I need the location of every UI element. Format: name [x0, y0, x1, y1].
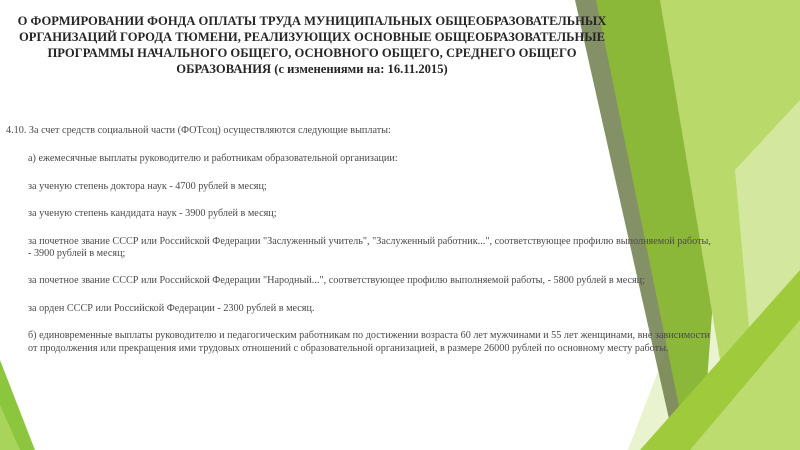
list-item: за орден СССР или Российской Федерации - 2300 рублей в месяц.	[28, 302, 315, 314]
list-item: за ученую степень доктора наук - 4700 рублей в месяц;	[28, 180, 267, 192]
list-item: за ученую степень кандидата наук - 3900 рублей в месяц;	[28, 208, 277, 220]
list-item: за почетное звание СССР или Российской Федерации "Заслуженный учитель", "Заслуженный работник...", соответствующее профилю выполняемой работы, - 3900 рублей в месяц;	[28, 235, 711, 260]
intro-paragraph: 4.10. За счет средств социальной части (ФОТсоц) осуществляются следующие выплаты:	[6, 125, 391, 136]
list-item: б) единовременные выплаты руководителю и педагогическим работникам по достижении возраста 60 лет мужчинами и 55 лет женщинами, вне зависимости от продолжения или прекращения ими трудовых отношений с образовательной организацией, в размере 26000 рублей по основному месту работы.	[28, 330, 710, 354]
list-item: а) ежемесячные выплаты руководителю и работникам образовательной организации:	[28, 153, 398, 165]
slide-title: О ФОРМИРОВАНИИ ФОНДА ОПЛАТЫ ТРУДА МУНИЦИПАЛЬНЫХ ОБЩЕОБРАЗОВАТЕЛЬНЫХ ОРГАНИЗАЦИЙ ГОРОДА ТЮМЕНИ, РЕАЛИЗУЮЩИХ ОСНОВНЫЕ ОБЩЕОБРАЗОВАТЕЛЬНЫЕ ПРОГРАММЫ НАЧАЛЬНОГО ОБЩЕГО, ОСНОВНОГО ОБЩЕГО, СРЕДНЕГО ОБЩЕГО ОБРАЗОВАНИЯ (с изменениями на: 16.11.2015)	[17, 14, 607, 76]
list-item: за почетное звание СССР или Российской Федерации "Народный...", соответствующее профилю выполняемой работы, - 5800 рублей в месяц;	[28, 275, 645, 287]
slide-body	[6, 125, 714, 370]
